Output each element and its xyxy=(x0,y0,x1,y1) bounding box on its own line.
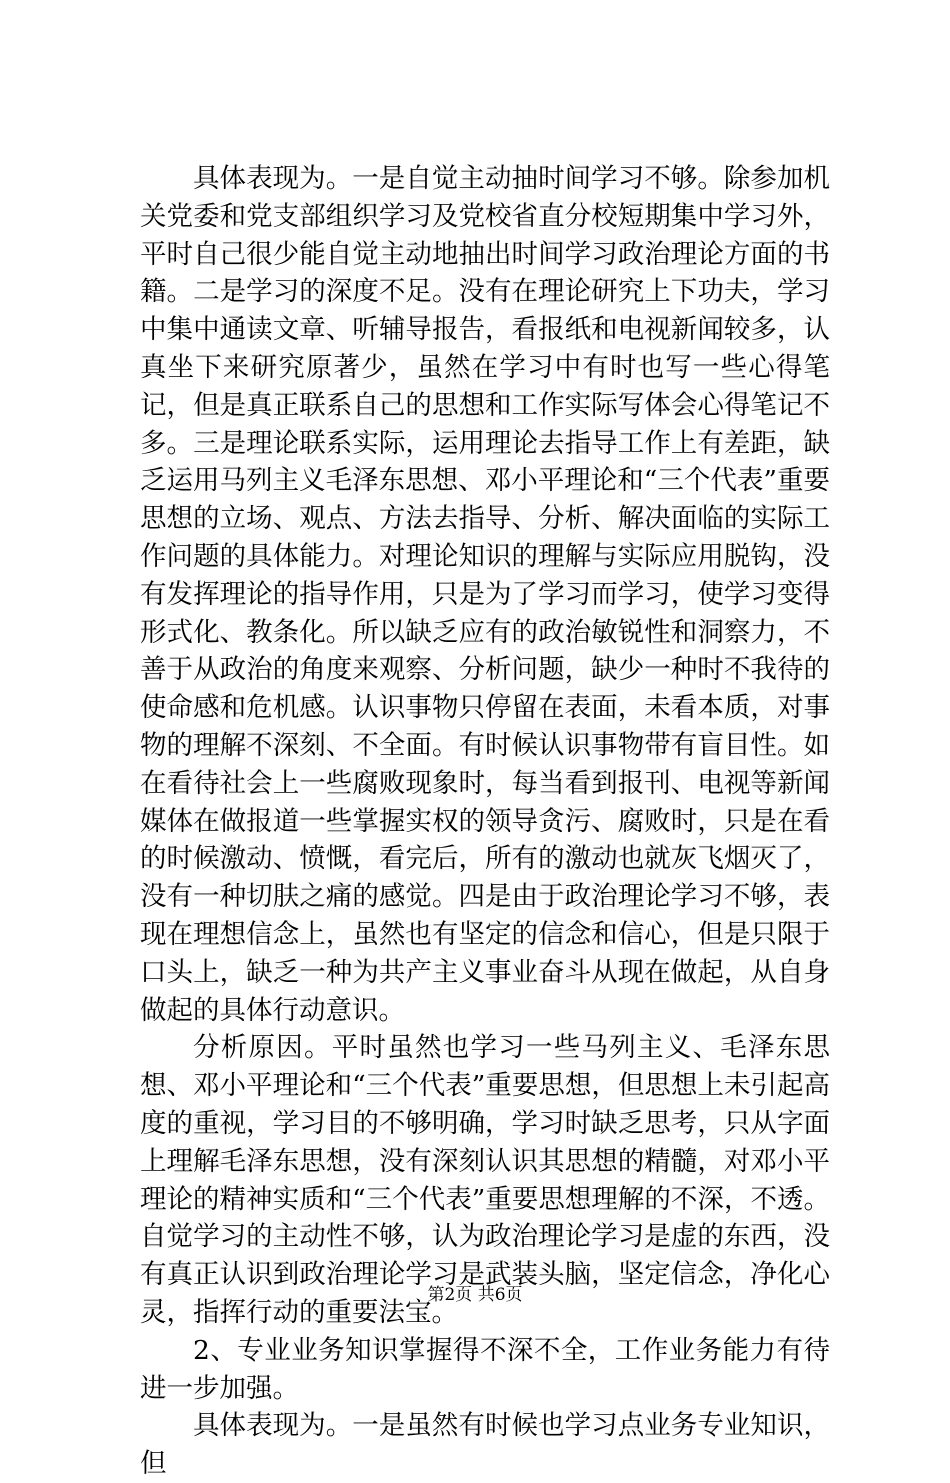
paragraph-performance-political: 具体表现为。一是自觉主动抽时间学习不够。除参加机关党委和党支部组织学习及党校省直分校短期集中学习外，平时自己很少能自觉主动地抽出时间学习政治理论方面的书籍。二是学习的深度不足。没有在理论研究上下功夫，学习中集中通读文章、听辅导报告，看报纸和电视新闻较多，认真坐下来研究原著少，虽然在学习中有时也写一些心得笔记，但是真正联系自己的思想和工作实际写体会心得笔记不多。三是理论联系实际，运用理论去指导工作上有差距，缺乏运用马列主义毛泽东思想、邓小平理论和“三个代表”重要思想的立场、观点、方法去指导、分析、解决面临的实际工作问题的具体能力。对理论知识的理解与实际应用脱钩，没有发挥理论的指导作用，只是为了学习而学习，使学习变得形式化、教条化。所以缺乏应有的政治敏锐性和洞察力，不善于从政治的角度来观察、分析问题，缺少一种时不我待的使命感和危机感。认识事物只停留在表面，未看本质，对事物的理解不深刻、不全面。有时候认识事物带有盲目性。如在看待社会上一些腐败现象时，每当看到报刊、电视等新闻媒体在做报道一些掌握实权的领导贪污、腐败时，只是在看的时候激动、愤慨，看完后，所有的激动也就灰飞烟灭了，没有一种切肤之痛的感觉。四是由于政治理论学习不够，表现在理想信念上，虽然也有坚定的信念和信心，但是只限于口头上，缺乏一种为共产主义事业奋斗从现在做起，从自身做起的具体行动意识。 xyxy=(140,163,830,1026)
page-footer: 第2页 共6页 xyxy=(427,1285,523,1305)
paragraph-section-2-heading: 2、专业业务知识掌握得不深不全，工作业务能力有待进一步加强。 xyxy=(140,1334,830,1404)
paragraph-cause-analysis: 分析原因。平时虽然也学习一些马列主义、毛泽东思想、邓小平理论和“三个代表”重要思想，但思想上未引起高度的重视，学习目的不够明确，学习时缺乏思考，只从字面上理解毛泽东思想，没有深刻认识其思想的精髓，对邓小平理论的精神实质和“三个代表”重要思想理解的不深，不透。自觉学习的主动性不够，认为政治理论学习是虚的东西，没有真正认识到政治理论学习是武装头脑，坚定信念，净化心灵，指挥行动的重要法宝。 xyxy=(140,1032,830,1328)
paragraph-performance-professional: 具体表现为。一是虽然有时候也学习点业务专业知识，但 xyxy=(140,1410,830,1480)
